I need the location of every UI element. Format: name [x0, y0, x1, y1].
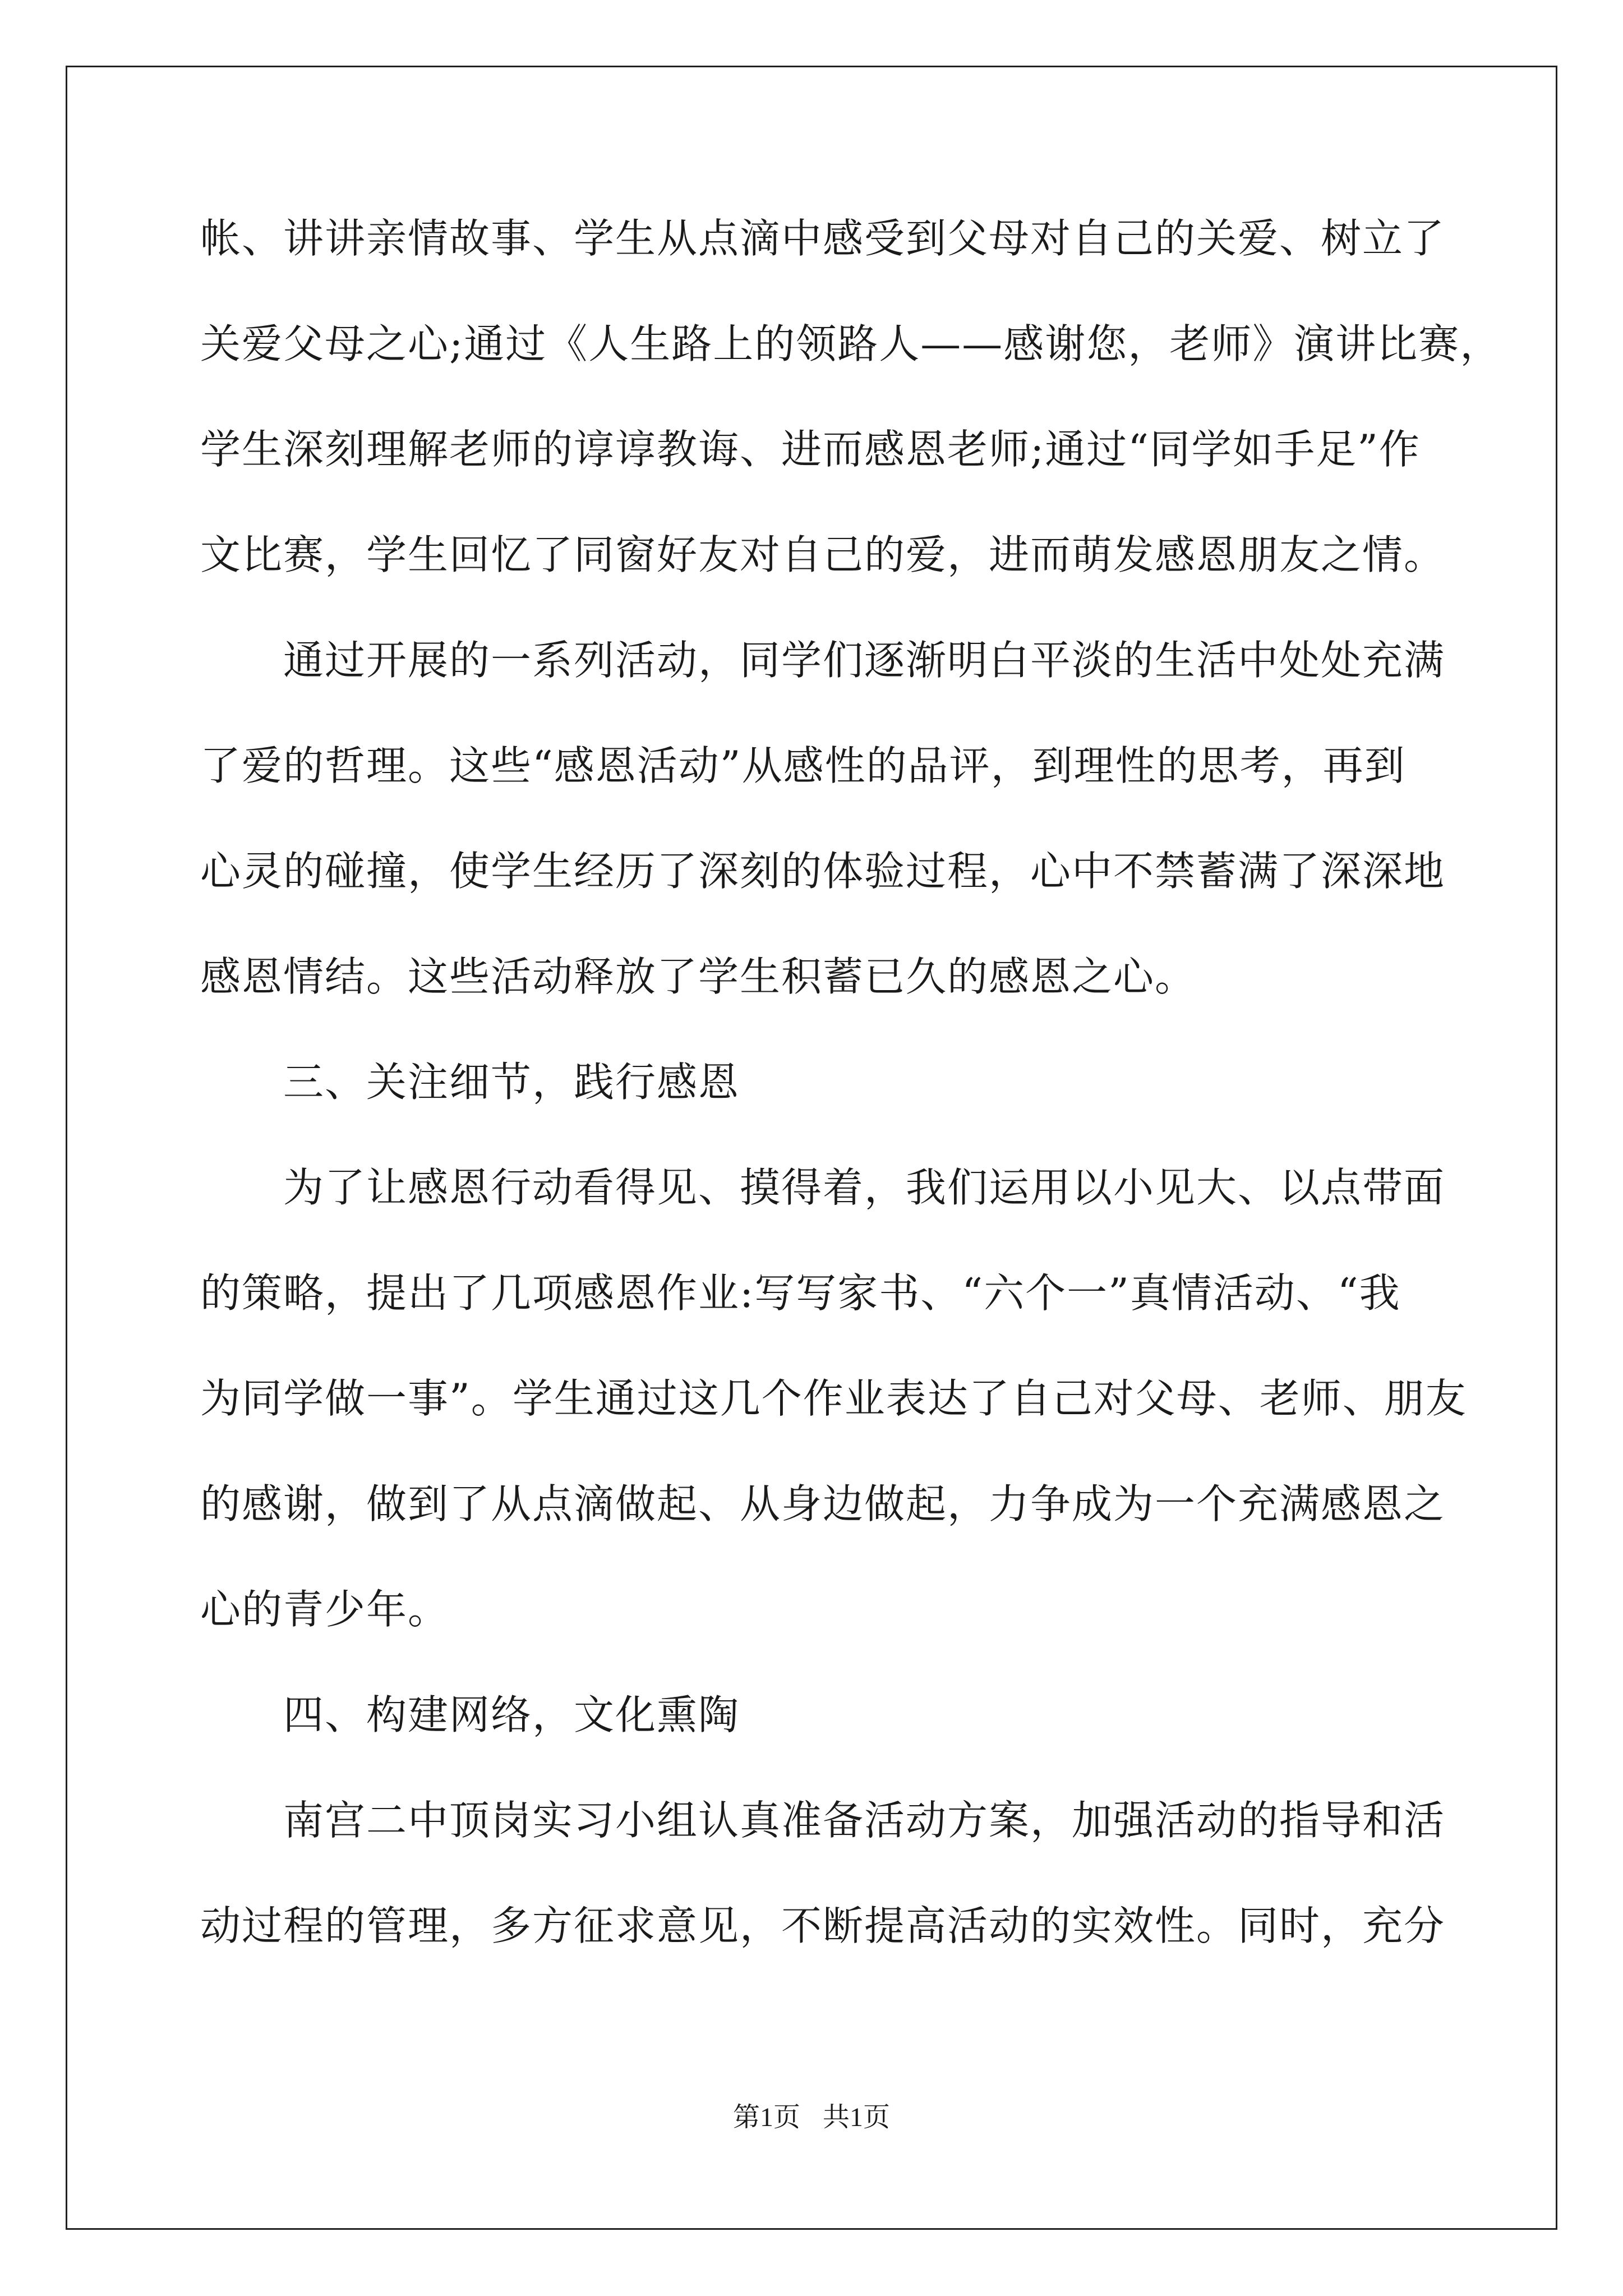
page-footer: [0, 2101, 1623, 2134]
text-line: 心灵的碰撞，使学生经历了深刻的体验过程，心中不禁蓄满了深深地: [200, 848, 1446, 895]
paragraph-start: 通过开展的一系列活动，同学们逐渐明白平淡的生活中处处充满: [283, 637, 1446, 684]
text-line: 为同学做一事”。学生通过这几个作业表达了自己对父母、老师、朋友: [200, 1375, 1467, 1422]
page-total: 共1页: [823, 2102, 891, 2132]
text-line: 帐、讲讲亲情故事、学生从点滴中感受到父母对自己的关爱、树立了: [200, 215, 1446, 262]
text-line: 心的青少年。: [200, 1586, 450, 1633]
text-line: 关爱父母之心;通过《人生路上的领路人——感谢您，老师》演讲比赛，: [200, 320, 1502, 367]
text-line: 了爱的哲理。这些“感恩活动”从感性的品评，到理性的思考，再到: [200, 742, 1406, 789]
document-body: [200, 210, 1502, 2003]
text-line: 的策略，提出了几项感恩作业:写写家书、“六个一”真情活动、“我: [200, 1269, 1401, 1317]
text-line: 感恩情结。这些活动释放了学生积蓄已久的感恩之心。: [200, 953, 1197, 1000]
section-heading: 三、关注细节，践行感恩: [283, 1059, 740, 1106]
paragraph-start: 南宫二中顶岗实习小组认真准备活动方案，加强活动的指导和活: [283, 1797, 1446, 1844]
text-line: 动过程的管理，多方征求意见，不断提高活动的实效性。同时，充分: [200, 1902, 1446, 1949]
text-line: 学生深刻理解老师的谆谆教诲、进而感恩老师;通过“同学如手足”作: [200, 426, 1421, 473]
page-number: 第1页: [732, 2102, 800, 2132]
text-line: 的感谢，做到了从点滴做起、从身边做起，力争成为一个充满感恩之: [200, 1480, 1446, 1527]
section-heading: 四、构建网络，文化熏陶: [283, 1691, 740, 1738]
text-line: 文比赛，学生回忆了同窗好友对自己的爱，进而萌发感恩朋友之情。: [200, 531, 1446, 578]
paragraph-start: 为了让感恩行动看得见、摸得着，我们运用以小见大、以点带面: [283, 1164, 1446, 1211]
